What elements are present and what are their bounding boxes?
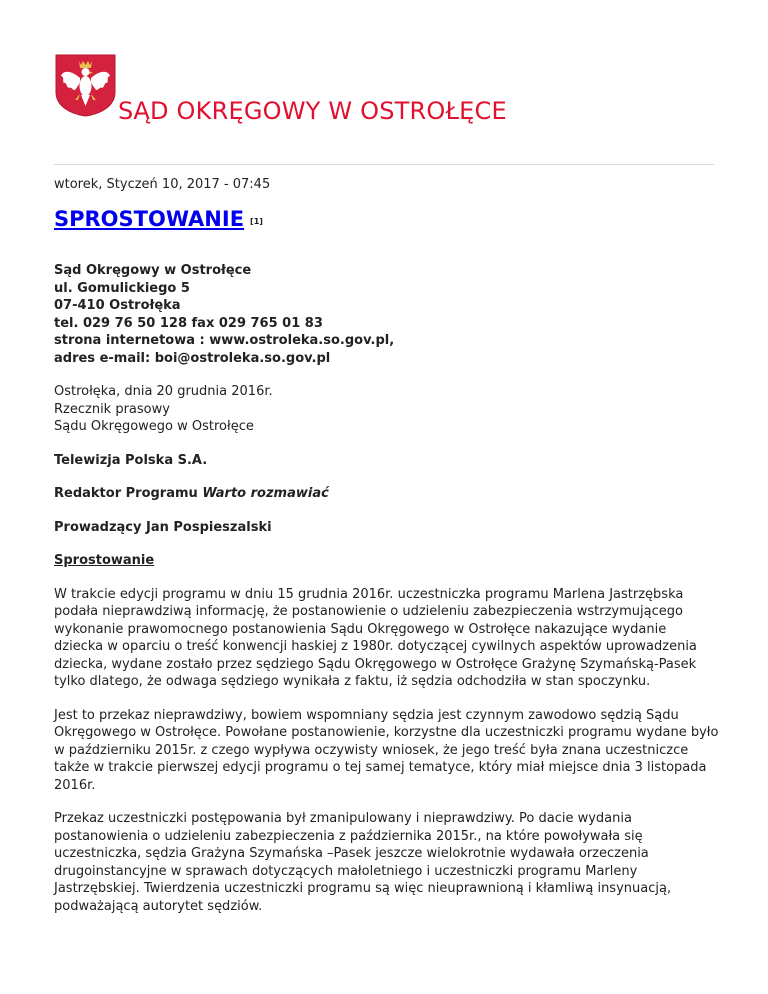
letter-place-date: Ostrołęka, dnia 20 grudnia 2016r. — [54, 384, 273, 399]
sender-role: Rzecznik prasowy — [54, 401, 170, 417]
article-body — [54, 262, 719, 931]
court-street: ul. Gomulickiego 5 — [54, 280, 190, 296]
footnote-reference: [1] — [250, 217, 263, 226]
editor-label: Redaktor Programu — [54, 486, 203, 501]
editor-line — [54, 485, 719, 503]
recipient: Telewizja Polska S.A. — [54, 452, 208, 468]
sender-organization: Sądu Okręgowego w Ostrołęce — [54, 419, 254, 434]
court-website: strona internetowa : www.ostroleka.so.gov.pl, — [54, 333, 395, 348]
program-name: Warto rozmawiać — [202, 486, 329, 501]
article-title-link[interactable]: SPROSTOWANIE — [54, 207, 245, 231]
court-postal: 07-410 Ostrołęka — [54, 298, 181, 313]
paragraph: Przekaz uczestniczki postępowania był zmanipulowany i nieprawdziwy. Po dacie wydania postanowienia o udzieleniu zabezpieczenia z października 2015r., na które powoływała się uczestniczka, sędzia Grażyna Szymańska –Pasek jeszcze wielokrotnie wydawała orzeczenia drugoinstancyjne w sprawach dotyczących małoletniego i uczestniczki programu Marleny Jastrzębskiej. Twierdzenia uczestniczki programu są więc nieuprawnioną i kłamliwą insynuacją, podważającą autorytet sędziów. — [54, 811, 672, 914]
publication-date: wtorek, Styczeń 10, 2017 - 07:45 — [54, 177, 271, 192]
paragraph: Jest to przekaz nieprawdziwy, bowiem wspomniany sędzia jest czynnym zawodowo sędzią Sądu Okręgowego w Ostrołęce. Powołane postanowienie, korzystne dla uczestniczki programu wydane było w październiku 2015r. z czego wypływa oczywisty wniosek, że jego treść była znana uczestniczce także w trakcie pierwszej edycji programu o tej samej tematyce, który miał miejsce dnia 3 listopada 2016r. — [54, 707, 719, 793]
court-address-block — [54, 262, 719, 367]
section-heading: Sprostowanie — [54, 553, 155, 568]
court-name: Sąd Okręgowy w Ostrołęce — [54, 263, 252, 278]
site-title[interactable]: SĄD OKRĘGOWY W OSTROŁĘCE — [118, 97, 507, 125]
court-phone: tel. 029 76 50 128 fax 029 765 01 83 — [54, 315, 323, 331]
polish-eagle-coat-of-arms-icon — [53, 52, 118, 118]
host-line: Prowadzący Jan Pospieszalski — [54, 519, 272, 535]
article-heading — [54, 207, 263, 231]
paragraph: W trakcie edycji programu w dniu 15 grudnia 2016r. uczestniczka programu Marlena Jastrzębska podała nieprawdziwą informację, że postanowienie o udzieleniu zabezpieczenia wstrzymującego wykonanie prawomocnego postanowienia Sądu Okręgowego w Ostrołęce nakazujące wydanie dziecka w oparciu o treść konwencji haskiej z 1980r. dotyczącej cywilnych aspektów uprowadzenia dziecka, wydane zostało przez sędziego Sądu Okręgowego w Ostrołęce Grażynę Szymańską-Pasek tylko dlatego, że odwaga sędziego wynikała z faktu, iż sędzia odchodziła w stan spoczynku. — [54, 586, 697, 689]
sender-block — [54, 383, 719, 436]
court-email: adres e-mail: boi@ostroleka.so.gov.pl — [54, 350, 331, 366]
header-divider — [54, 164, 714, 165]
